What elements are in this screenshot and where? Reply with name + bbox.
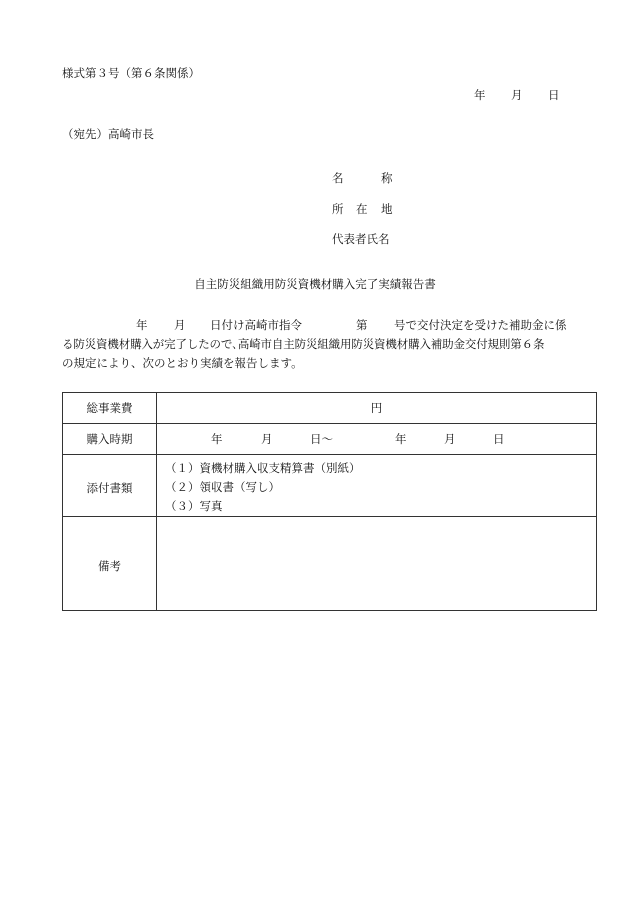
period-end-day: 日: [493, 432, 505, 446]
body-month: 月: [174, 318, 186, 332]
body-rest-2: 号で交付決定を受けた補助金に係: [394, 318, 567, 332]
period-start-day: 日～: [310, 432, 333, 446]
date-day-label: 日: [548, 88, 560, 102]
attachments-label: 添付書類: [63, 455, 157, 517]
period-start-year: 年: [211, 432, 223, 446]
body-rest-1: 日付け高崎市指令: [210, 318, 302, 332]
purchase-period-value: [157, 424, 597, 455]
name-label-char-2: 称: [381, 171, 393, 185]
document-title: 自主防災組織用防災資機材購入完了実績報告書: [194, 277, 436, 291]
purchase-period-label: 購入時期: [63, 424, 157, 455]
body-line-2: る防災資機材購入が完了したので､高崎市自主防災組織用防災資機材購入補助金交付規則第６条: [62, 337, 545, 351]
address-label-char-2: 在: [356, 202, 368, 216]
date-year-label: 年: [474, 88, 486, 102]
attachments-row: [63, 455, 597, 517]
total-cost-row: [63, 393, 597, 424]
addressee: （宛先）高崎市長: [62, 127, 154, 141]
attachment-item: （１）資機材購入収支精算書（別紙）: [165, 461, 361, 475]
attachments-list: [157, 455, 597, 517]
period-end-month: 月: [444, 432, 456, 446]
period-start-month: 月: [261, 432, 273, 446]
date-month-label: 月: [511, 88, 523, 102]
period-end-year: 年: [395, 432, 407, 446]
remarks-value: [157, 517, 597, 611]
attachment-item: （３）写真: [165, 499, 223, 513]
report-table: [62, 392, 597, 611]
name-label-char-1: 名: [332, 171, 344, 185]
form-number: 様式第３号（第６条関係）: [62, 66, 200, 80]
body-year: 年: [136, 318, 148, 332]
total-cost-label: 総事業費: [63, 393, 157, 424]
remarks-row: [63, 517, 597, 611]
representative-label: 代表者氏名: [332, 232, 390, 246]
remarks-label: 備考: [63, 517, 157, 611]
body-dai: 第: [356, 318, 368, 332]
purchase-period-row: [63, 424, 597, 455]
address-label-char-3: 地: [381, 202, 393, 216]
total-cost-value: 円: [157, 393, 597, 424]
attachment-item: （２）領収書（写し）: [165, 480, 280, 494]
address-label-char-1: 所: [332, 202, 344, 216]
body-line-3: の規定により、次のとおり実績を報告します。: [62, 356, 303, 370]
